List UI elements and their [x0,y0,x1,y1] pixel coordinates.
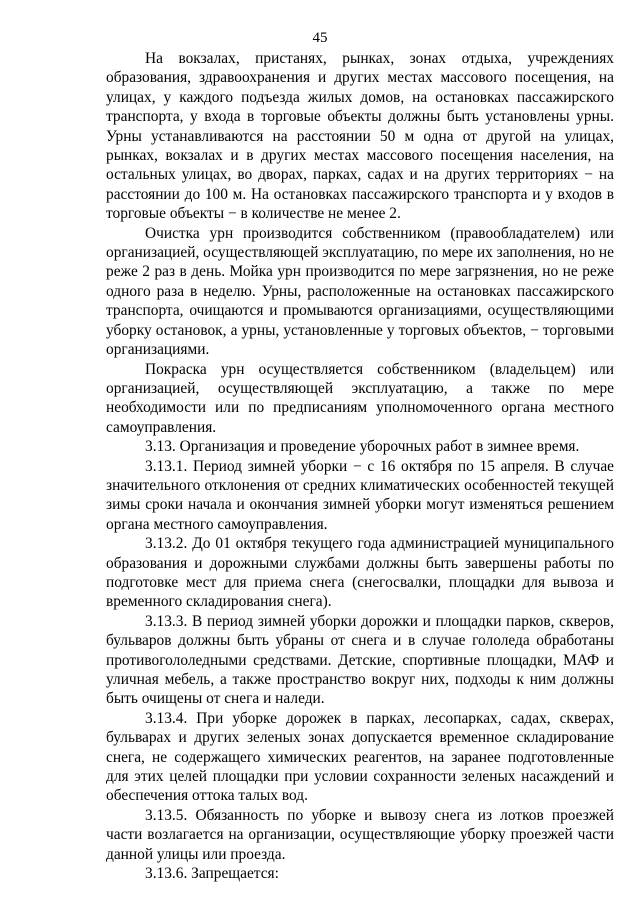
document-body [106,49,614,883]
paragraph: 3.13.4. При уборке дорожек в парках, лесопарках, садах, скверах, бульварах и других зеленых зонах допускается временное складирование снега, не содержащего химических реагентов, на заранее подготовленные для этих целей площадки при условии сохранности зеленых насаждений и обеспечения оттока талых вод. [106,709,614,805]
paragraph: Покраска урн осуществляется собственником (владельцем) или организацией, осуществляющей эксплуатацию, а также по мере необходимости или по предписаниям уполномоченного органа местного самоуправления. [106,360,614,436]
section-heading: 3.13. Организация и проведение уборочных работ в зимнее время. [145,438,580,456]
paragraph: 3.13.1. Период зимней уборки − с 16 октября по 15 апреля. В случае значительного отклонения от средних климатических особенностей текущей зимы сроки начала и окончания зимней уборки могут изменяться решением органа местного самоуправления. [106,457,614,533]
paragraph: На вокзалах, пристанях, рынках, зонах отдыха, учреждениях образования, здравоохранения и других местах массового посещения, на улицах, у каждого подъезда жилых домов, на остановках пассажирского транспорта, у входа в торговые объекты должны быть установлены урны. Урны устанавливаются на расстоянии 50 м одна от другой на улицах, рынках, вокзалах и в других местах массового посещения населения, на остальных улицах, во дворах, парках, садах и на других территориях − на расстоянии до 100 м. На остановках пассажирского транспорта и у входов в торговые объекты − в количестве не менее 2. [106,50,614,223]
paragraph: 3.13.3. В период зимней уборки дорожки и площадки парков, скверов, бульваров должны быть убраны от снега и в случае гололеда обработаны противогололедными средствами. Детские, спортивные площадки, МАФ и уличная мебель, а также пространство вокруг них, подходы к ним должны быть очищены от снега и наледи. [106,612,614,708]
paragraph: 3.13.5. Обязанность по уборке и вывозу снега из лотков проезжей части возлагается на организации, осуществляющие уборку проезжей части данной улицы или проезда. [106,806,614,863]
paragraph: Очистка урн производится собственником (правообладателем) или организацией, осуществляющей эксплуатацию, по мере их заполнения, но не реже 2 раз в день. Мойка урн производится по мере загрязнения, но не реже одного раза в неделю. Урны, расположенные на остановках пассажирского транспорта, очищаются и промываются организациями, осуществляющими уборку остановок, а урны, установленные у торговых объектов, − торговыми организациями. [106,224,614,359]
page-number: 45 [312,30,328,46]
paragraph: 3.13.2. До 01 октября текущего года администрацией муниципального образования и дорожными службами должны быть завершены работы по подготовке мест для приема снега (снегосвалки, площадки для вывоза и временного складирования снега). [106,535,614,611]
paragraph: 3.13.6. Запрещается: [145,865,279,883]
